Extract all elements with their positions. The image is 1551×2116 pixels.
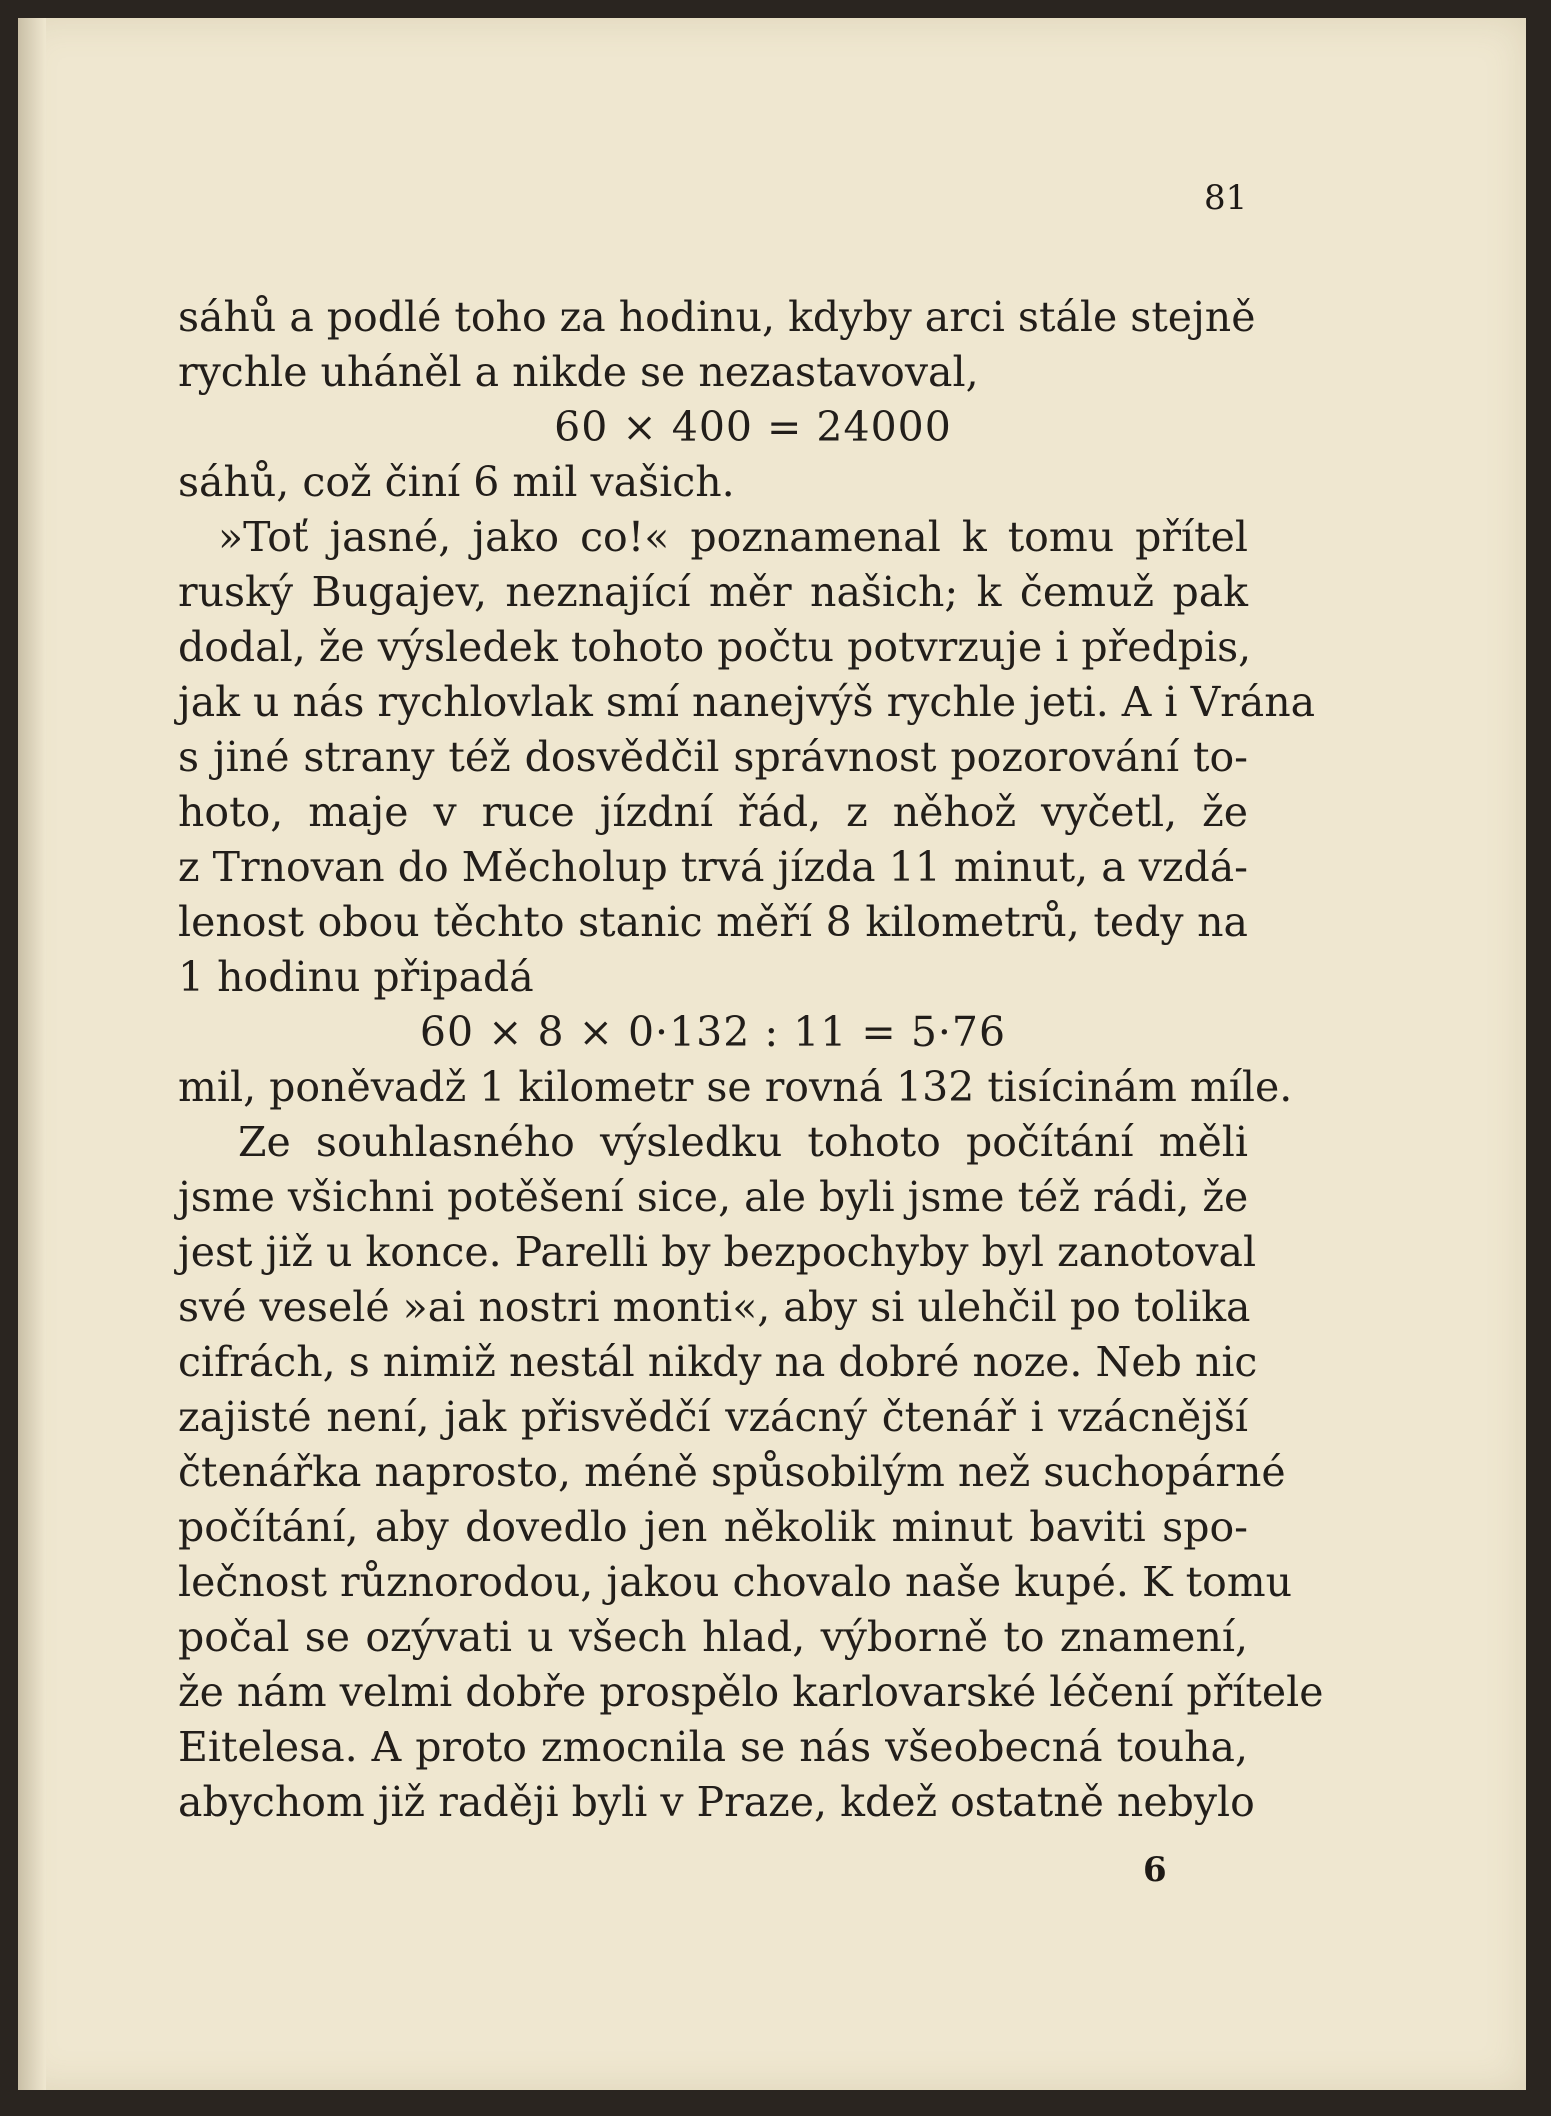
text-line: Ze souhlasného výsledku tohoto počítání měli — [238, 1118, 1248, 1166]
text-line: dodal, že výsledek tohoto počtu potvrzuje i předpis, — [178, 623, 1252, 671]
text-line: jest již u konce. Parelli by bezpochyby byl zanotoval — [178, 1228, 1257, 1276]
text-line: zajisté není, jak přisvědčí vzácný čtenář i vzácnější — [178, 1393, 1248, 1441]
page-number: 81 — [1204, 178, 1248, 218]
text-line: »Toť jasné, jako co!« poznamenal k tomu přítel — [218, 513, 1248, 561]
text-line: jak u nás rychlovlak smí nanejvýš rychle jeti. A i Vrána — [178, 678, 1316, 726]
text-line: své veselé »ai nostri monti«, aby si ulehčil po tolika — [178, 1283, 1251, 1331]
text-line: rychle uháněl a nikde se nezastavoval, — [178, 348, 979, 396]
text-line: lečnost různorodou, jakou chovalo naše kupé. K tomu — [178, 1558, 1293, 1606]
signature-mark: 6 — [1143, 1850, 1167, 1890]
text-line: cifrách, s nimiž nestál nikdy na dobré noze. Neb nic — [178, 1338, 1258, 1386]
body-text — [178, 290, 1324, 1830]
text-line: Eitelesa. A proto zmocnila se nás všeobecná touha, — [178, 1723, 1248, 1771]
text-line: ruský Bugajev, neznající měr našich; k čemuž pak — [178, 568, 1248, 616]
text-line: 1 hodinu připadá — [178, 953, 534, 1001]
text-line: sáhů, což činí 6 mil vašich. — [178, 458, 735, 506]
text-line: počal se ozývati u všech hlad, výborně to znamení, — [178, 1613, 1248, 1661]
text-line: že nám velmi dobře prospělo karlovarské léčení přítele — [178, 1668, 1324, 1716]
page-gutter — [18, 18, 46, 2090]
book-page — [18, 18, 1526, 2090]
text-line: lenost obou těchto stanic měří 8 kilometrů, tedy na — [178, 898, 1248, 946]
text-line: mil, poněvadž 1 kilometr se rovná 132 tisícinám míle. — [178, 1063, 1293, 1111]
formula-line: 60 × 8 × 0·132 : 11 = 5·76 — [419, 1008, 1007, 1056]
formula-line: 60 × 400 = 24000 — [554, 403, 952, 451]
text-line: s jiné strany též dosvědčil správnost pozorování to- — [178, 733, 1248, 781]
text-line: abychom již raději byli v Praze, kdež ostatně nebylo — [178, 1778, 1255, 1826]
text-line: počítání, aby dovedlo jen několik minut baviti spo- — [178, 1503, 1248, 1551]
text-line: z Trnovan do Měcholup trvá jízda 11 minut, a vzdá- — [178, 843, 1248, 891]
text-line: čtenářka naprosto, méně spůsobilým než suchopárné — [178, 1448, 1286, 1496]
text-line: jsme všichni potěšení sice, ale byli jsme též rádi, že — [178, 1173, 1249, 1221]
text-line: hoto, maje v ruce jízdní řád, z něhož vyčetl, že — [178, 788, 1248, 836]
text-line: sáhů a podlé toho za hodinu, kdyby arci stále stejně — [178, 293, 1256, 341]
